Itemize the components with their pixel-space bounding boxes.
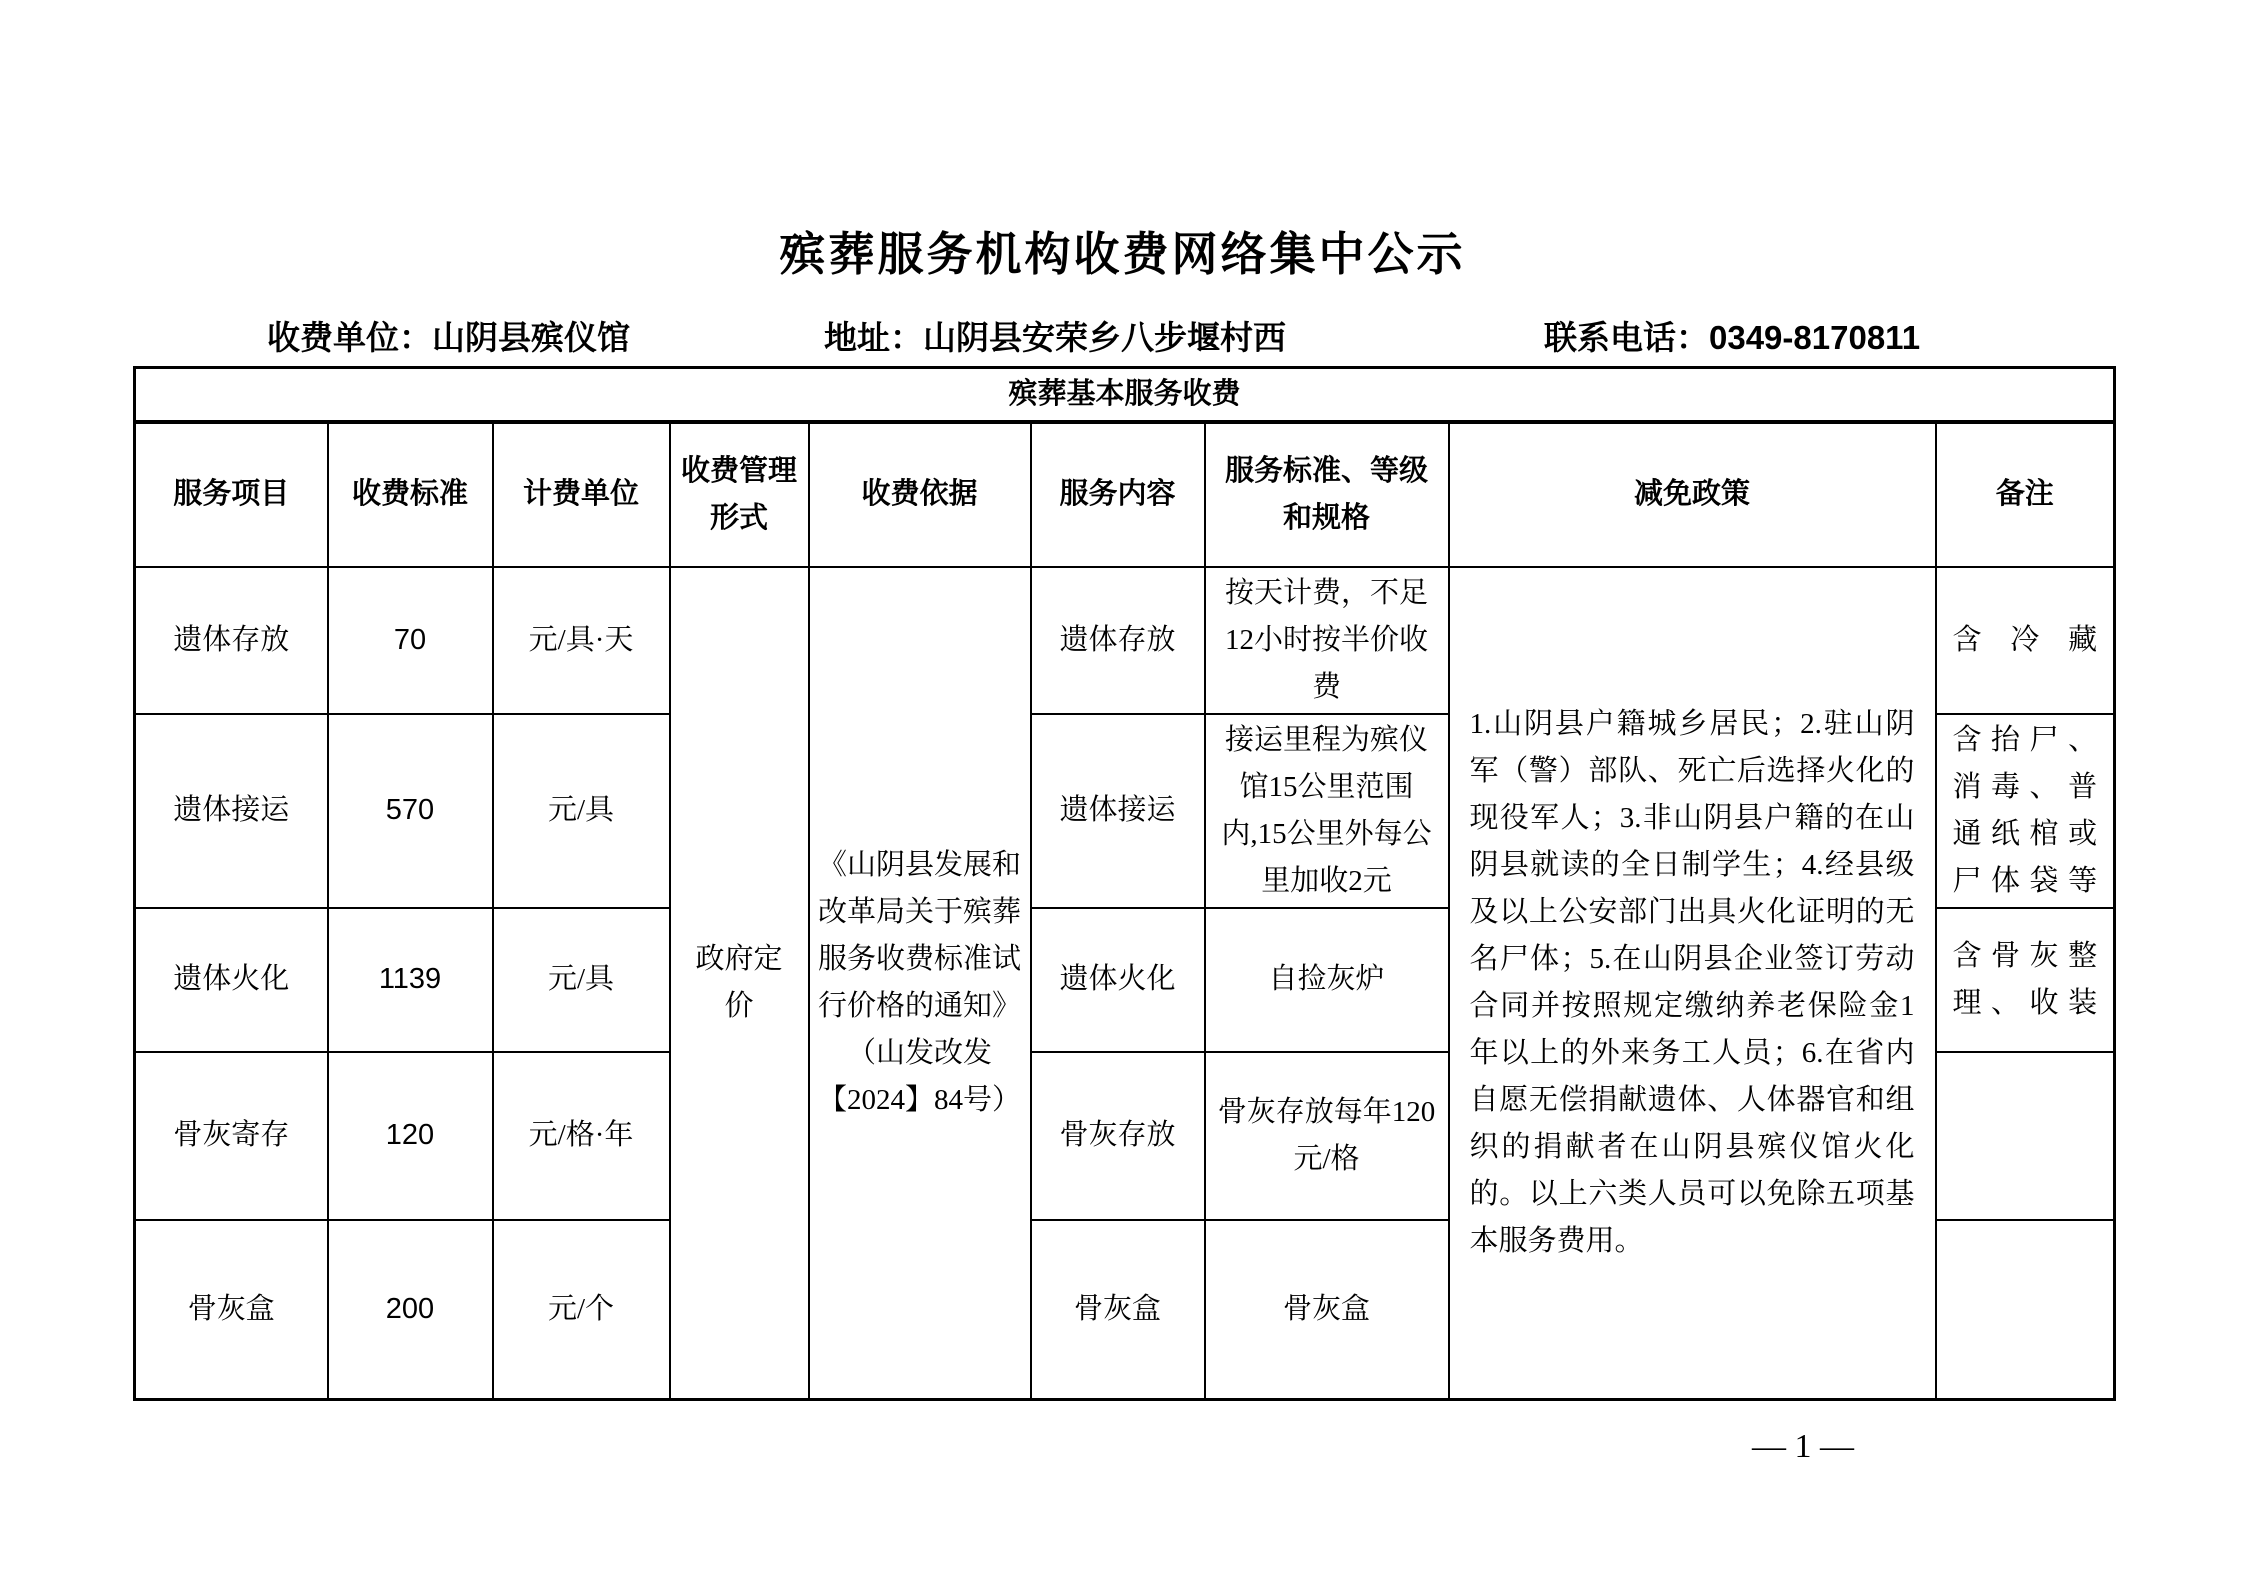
remark-cell: 含冷藏 (1936, 567, 2115, 714)
phone-label: 联系电话：0349-8170811 (1544, 319, 1921, 356)
billing-unit-cell: 元/格·年 (493, 1052, 670, 1220)
header-service-item: 服务项目 (135, 422, 328, 567)
fee-standard-cell: 1139 (328, 908, 493, 1052)
header-billing-unit: 计费单位 (493, 422, 670, 567)
fee-standard-cell: 70 (328, 567, 493, 714)
remark-cell: 含骨灰整理、收装 (1936, 908, 2115, 1052)
remark-cell (1936, 1220, 2115, 1400)
service-item-cell: 遗体存放 (135, 567, 328, 714)
header-management-form: 收费管理形式 (670, 422, 809, 567)
management-form-cell (670, 567, 809, 1400)
fee-basis-cell: 《山阴县发展和改革局关于殡葬服务收费标准试行价格的通知》（山发改发【2024】84号） (809, 567, 1031, 1400)
service-content-cell: 骨灰盒 (1031, 1220, 1205, 1400)
page-title: 殡葬服务机构收费网络集中公示 (779, 228, 1466, 280)
service-content-cell: 骨灰存放 (1031, 1052, 1205, 1220)
header-row (135, 422, 2115, 567)
service-content-cell: 遗体火化 (1031, 908, 1205, 1052)
service-spec-cell: 骨灰存放每年120元/格 (1205, 1052, 1449, 1220)
service-spec-cell: 接运里程为殡仪馆15公里范围内,15公里外每公里加收2元 (1205, 714, 1449, 908)
address-label: 地址：山阴县安荣乡八步堰村西 (824, 319, 1286, 356)
billing-unit-cell: 元/个 (493, 1220, 670, 1400)
fee-standard-cell: 200 (328, 1220, 493, 1400)
service-content-cell: 遗体接运 (1031, 714, 1205, 908)
billing-unit-cell: 元/具·天 (493, 567, 670, 714)
service-content-cell: 遗体存放 (1031, 567, 1205, 714)
management-form-text: 政府定价 (695, 943, 783, 1023)
header-service-content: 服务内容 (1031, 422, 1205, 567)
service-item-cell: 遗体火化 (135, 908, 328, 1052)
service-item-cell: 骨灰盒 (135, 1220, 328, 1400)
fee-standard-cell: 570 (328, 714, 493, 908)
reduction-policy-cell: 1.山阴县户籍城乡居民；2.驻山阴军（警）部队、死亡后选择火化的现役军人；3.非山阴县户籍的在山阴县就读的全日制学生；4.经县级及以上公安部门出具火化证明的无名尸体；5.在山阴县企业签订劳动合同并按照规定缴纳养老保险金1年以上的外来务工人员；6.在省内自愿无偿捐献遗体、人体器官和组织的捐献者在山阴县殡仪馆火化的。以上六类人员可以免除五项基本服务费用。 (1449, 567, 1936, 1400)
page-number: — 1 — (1752, 1428, 1854, 1465)
billing-unit-cell: 元/具 (493, 714, 670, 908)
service-spec-cell: 骨灰盒 (1205, 1220, 1449, 1400)
band-row (135, 368, 2115, 422)
remark-cell (1936, 1052, 2115, 1220)
header-remark: 备注 (1936, 422, 2115, 567)
header-fee-basis: 收费依据 (809, 422, 1031, 567)
fee-standard-cell: 120 (328, 1052, 493, 1220)
billing-unit-cell: 元/具 (493, 908, 670, 1052)
fee-table (133, 366, 2116, 1401)
header-fee-standard: 收费标准 (328, 422, 493, 567)
service-spec-cell: 按天计费，不足12小时按半价收费 (1205, 567, 1449, 714)
service-item-cell: 遗体接运 (135, 714, 328, 908)
subtitle-line (0, 312, 2245, 356)
service-spec-cell: 自捡灰炉 (1205, 908, 1449, 1052)
charging-unit-label: 收费单位：山阴县殡仪馆 (267, 319, 630, 356)
table-row (135, 567, 2115, 714)
header-reduction-policy: 减免政策 (1449, 422, 1936, 567)
table-band-title: 殡葬基本服务收费 (135, 368, 2115, 422)
header-service-spec: 服务标准、等级和规格 (1205, 422, 1449, 567)
service-item-cell: 骨灰寄存 (135, 1052, 328, 1220)
remark-cell: 含抬尸、消毒、普通纸棺或尸体袋等 (1936, 714, 2115, 908)
